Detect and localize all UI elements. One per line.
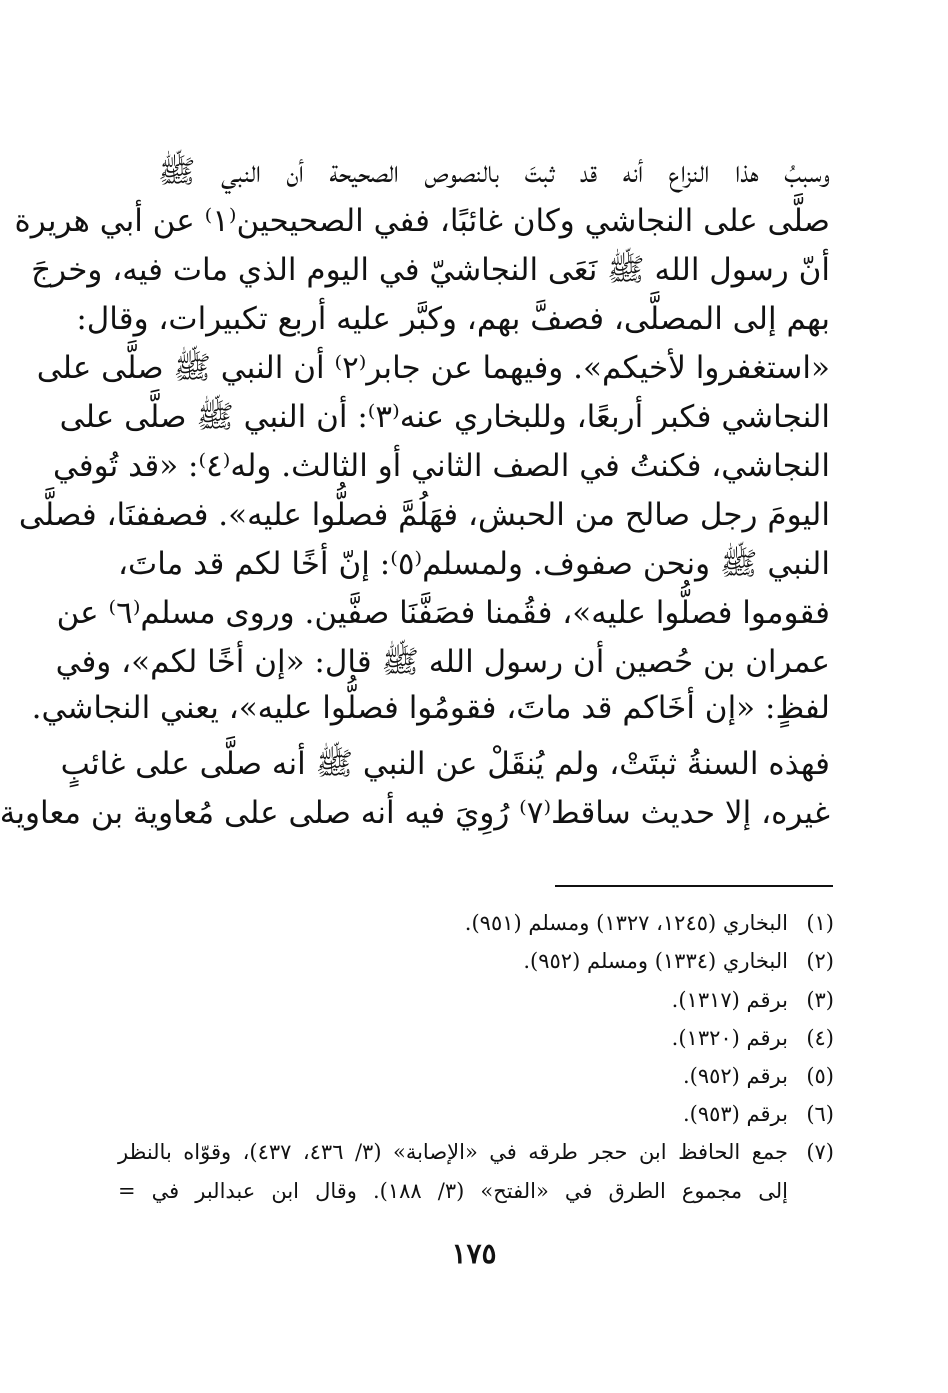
footnote	[118, 1097, 834, 1131]
footnote	[118, 983, 834, 1017]
body-line: غيره، إلا حديث ساقط⁽٧⁾ رُوِيَ فيه أنه صلى على مُعاوية بن معاوية	[0, 795, 830, 831]
footnote	[118, 1021, 834, 1055]
body-line: أنّ رسول الله ﷺ نَعَى النجاشيّ في اليوم الذي مات فيه، وخرجَ	[31, 252, 830, 288]
body-line: اليومَ رجل صالح من الحبش، فهَلُمَّ فصلُّوا عليه». فصففنَا، فصلَّى	[18, 497, 830, 533]
footnote-number: (٦)	[806, 1102, 834, 1126]
footnote	[118, 906, 834, 940]
body-line: فقوموا فصلُّوا عليه»، فقُمنا فصَفَّنَا صفَّين. وروى مسلم⁽٦⁾ عن	[56, 595, 830, 631]
footnote-number: (١)	[806, 911, 834, 935]
footnote-text: البخاري (١٢٤٥، ١٣٢٧) ومسلم (٩٥١).	[464, 911, 788, 935]
footnote-text: جمع الحافظ ابن حجر طرقه في «الإصابة» (٣/ ٤٣٦، ٤٣٧)، وقوّاه بالنظر	[118, 1140, 788, 1164]
footnote-continuation	[118, 1174, 788, 1208]
body-line: صلَّى على النجاشي وكان غائبًا، ففي الصحيحين⁽١⁾ عن أبي هريرة	[14, 203, 830, 239]
footnote-number: (٣)	[806, 988, 834, 1012]
page-number: ١٧٥	[451, 1237, 497, 1270]
footnote-number: (٧)	[806, 1140, 834, 1164]
body-line: النبي ﷺ ونحن صفوف. ولمسلم⁽٥⁾: إنّ أخًا لكم قد ماتَ،	[118, 546, 830, 582]
footnote-text: برقم (٩٥٣).	[682, 1102, 788, 1126]
footnote	[118, 1059, 834, 1093]
footnote-text: برقم (١٣١٧).	[671, 988, 788, 1012]
body-line: لفظٍ: «إن أخَاكم قد ماتَ، فقومُوا فصلُّوا عليه»، يعني النجاشي.	[31, 690, 830, 726]
footnote	[118, 944, 834, 978]
body-line: بهم إلى المصلَّى، فصفَّ بهم، وكبَّر عليه أربع تكبيرات، وقال:	[76, 301, 830, 337]
footnote-text: البخاري (١٣٣٤) ومسلم (٩٥٢).	[523, 949, 788, 973]
body-line: «استغفروا لأخيكم». وفيهما عن جابر⁽٢⁾ أن النبي ﷺ صلَّى على	[36, 350, 830, 386]
footnote-number: (٥)	[806, 1064, 834, 1088]
footnote	[118, 1135, 834, 1169]
footnote-number: (٢)	[806, 949, 834, 973]
body-line: وسببُ هذا النزاع أنه قد ثبتَ بالنصوص الصحيحة أن النبي ﷺ	[158, 154, 830, 190]
footnote-text: برقم (٩٥٢).	[682, 1064, 788, 1088]
body-line: النجاشي، فكنتُ في الصف الثاني أو الثالث. وله⁽٤⁾: «قد تُوفي	[52, 448, 830, 484]
footnote-separator	[555, 885, 833, 887]
footnote-number: (٤)	[806, 1026, 834, 1050]
body-line: فهذه السنةُ ثبتَتْ، ولم يُنقَلْ عن النبي ﷺ أنه صلَّى على غائبٍ	[60, 746, 830, 782]
body-line: عمران بن حُصين أن رسول الله ﷺ قال: «إن أخًا لكم»، وفي	[55, 644, 830, 680]
body-line: النجاشي فكبر أربعًا، وللبخاري عنه⁽٣⁾: أن النبي ﷺ صلَّى على	[59, 399, 830, 435]
footnote-text: برقم (١٣٢٠).	[671, 1026, 788, 1050]
footnote-text: إلى مجموع الطرق في «الفتح» (٣/ ١٨٨). وقال ابن عبدالبر في =	[118, 1179, 788, 1203]
